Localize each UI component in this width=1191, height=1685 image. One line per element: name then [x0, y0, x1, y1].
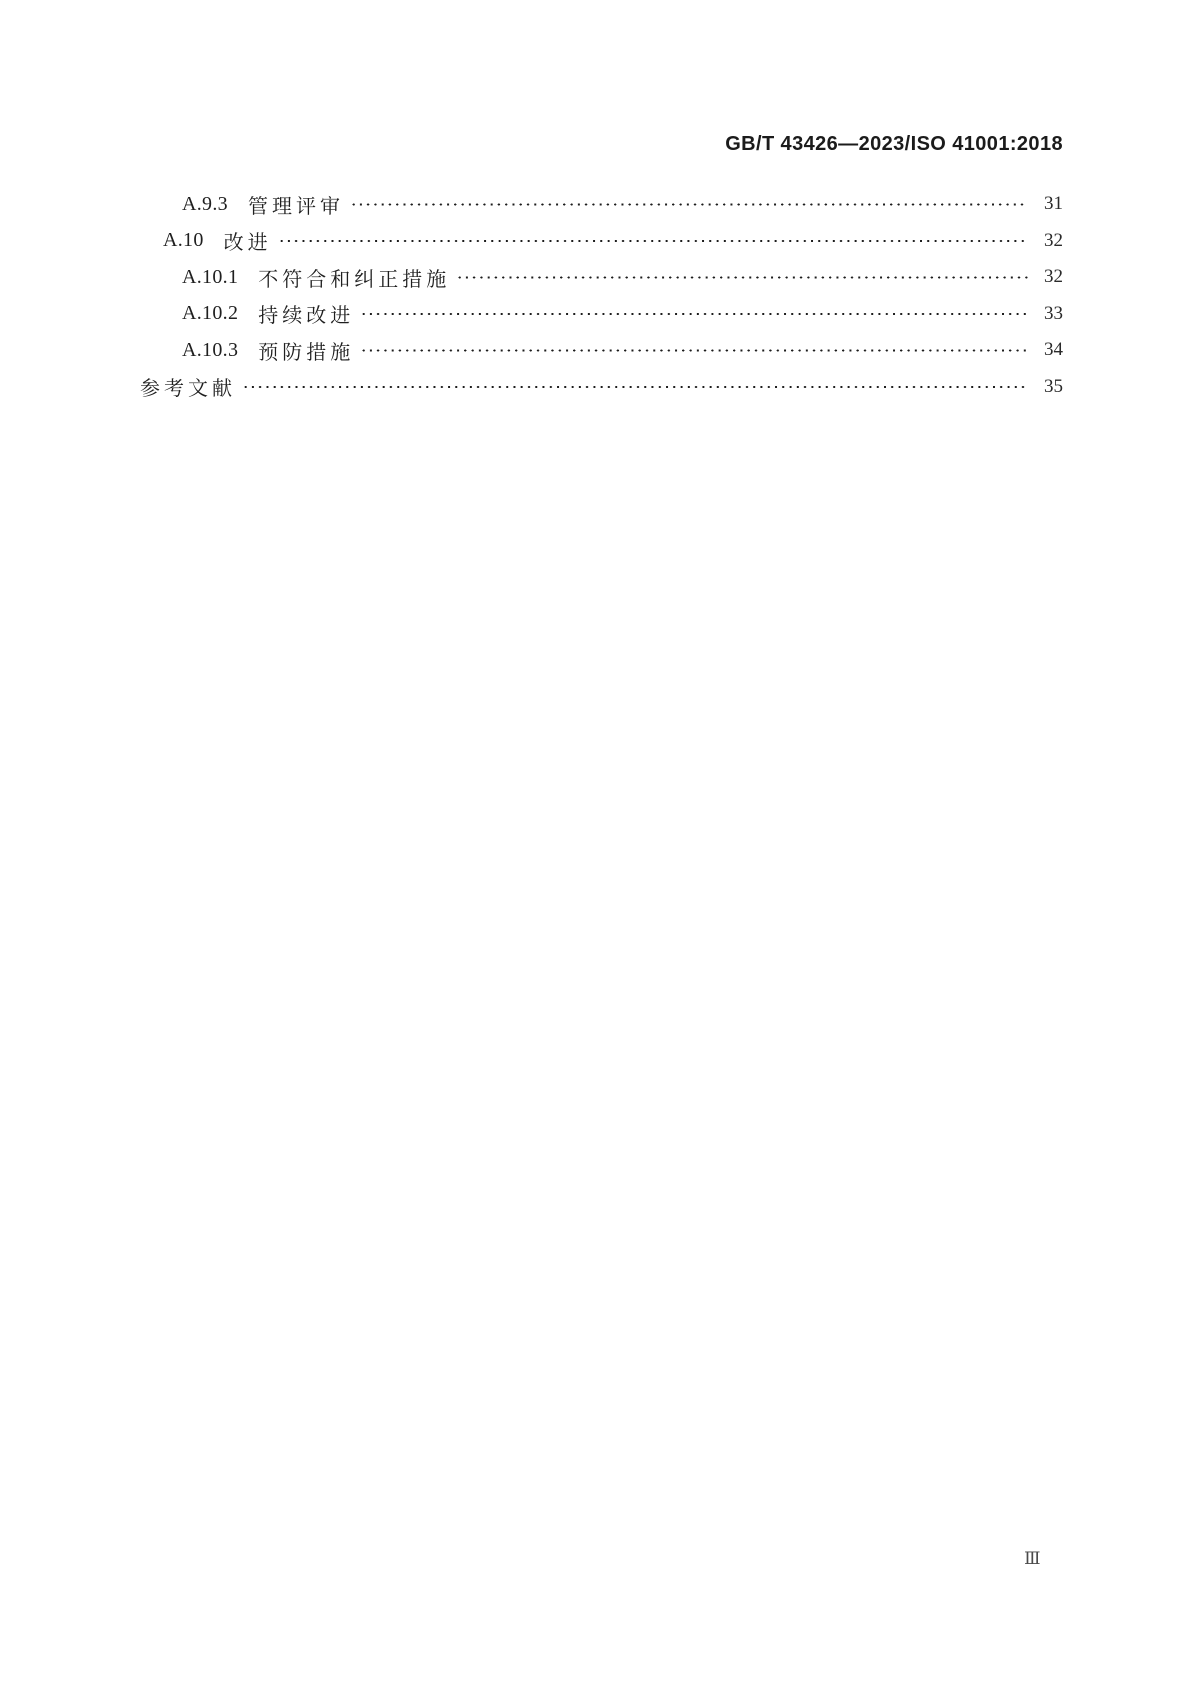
toc-entry [140, 186, 1063, 223]
toc-entry [140, 332, 1063, 369]
dot-leader [360, 332, 1028, 369]
toc-entry [140, 223, 1063, 260]
toc-entry-number: A.9.3 [182, 192, 228, 215]
toc-entry [140, 296, 1063, 333]
toc-entry-page-number: 33 [1044, 302, 1063, 324]
toc-list [140, 186, 1063, 405]
standard-code-header: GB/T 43426—2023/ISO 41001:2018 [725, 133, 1063, 155]
toc-entry-number: A.10.1 [182, 265, 239, 288]
dot-leader [360, 296, 1028, 333]
toc-entry-page-number: 34 [1044, 339, 1063, 361]
toc-entry-page-number: 32 [1044, 229, 1063, 251]
dot-leader [350, 186, 1028, 223]
toc-entry-title: 参考文献 [140, 378, 236, 401]
toc-entry-title: 管理评审 [247, 195, 344, 218]
toc-entry [140, 259, 1063, 296]
toc-entry-title: 持续改进 [258, 305, 355, 328]
toc-entry-number: A.10 [163, 229, 204, 252]
dot-leader [242, 369, 1028, 406]
toc-entry-title: 改进 [223, 232, 272, 255]
toc-entry [140, 369, 1063, 406]
toc-entry-title: 预防措施 [258, 341, 355, 364]
toc-entry-page-number: 35 [1044, 375, 1063, 397]
toc-entry-page-number: 32 [1044, 266, 1063, 288]
toc-entry-page-number: 31 [1044, 193, 1063, 215]
toc-entry-title: 不符合和纠正措施 [258, 268, 451, 291]
toc-entry-number: A.10.3 [182, 338, 239, 361]
dot-leader [456, 259, 1028, 296]
page-number-folio: Ⅲ [1024, 1549, 1041, 1568]
dot-leader [278, 223, 1028, 260]
toc-entry-number: A.10.2 [182, 302, 239, 325]
